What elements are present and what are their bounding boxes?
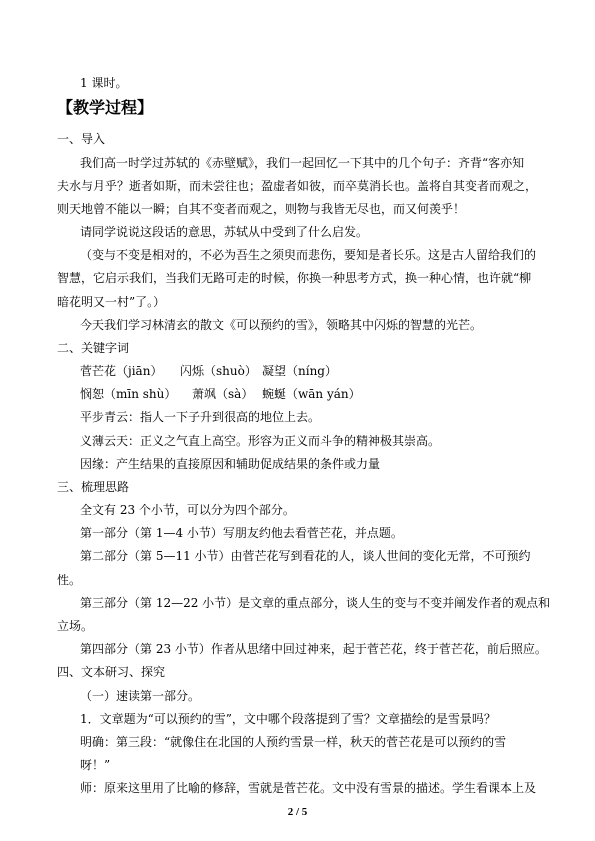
paragraph-line: 我们高一时学过苏轼的《赤壁赋》，我们一起回忆一下其中的几个句子：齐背“客亦知 <box>80 155 525 170</box>
intro-paragraph-question: 请同学说说这段话的意思，苏轼从中受到了什么启发。 <box>80 225 369 240</box>
structure-summary: 全文有 23 个小节，可以分为四个部分。 <box>80 503 295 518</box>
page-number: 2 / 5 <box>287 806 308 818</box>
paragraph-line: 立场。 <box>57 619 94 633</box>
paragraph-line: 呀！” <box>80 758 111 773</box>
vocab-word: 悯恕（mīn shù） <box>80 387 177 402</box>
structure-part-2 <box>0 545 595 591</box>
paragraph-line: 则天地曾不能以一瞬；自其不变者而观之，则物与我皆无尽也，而又何羡乎！ <box>57 201 466 216</box>
structure-part-1: 第一部分（第 1—4 小节）写朋友约他去看菅芒花，并点题。 <box>80 526 403 541</box>
teacher-note: 师：原来这里用了比喻的修辞，雪就是菅芒花。文中没有雪景的描述。学生看课本上及 <box>80 781 537 796</box>
vocab-word: 凝望（níng） <box>262 364 337 379</box>
vocab-row <box>0 360 595 383</box>
vocab-word: 蜿蜒（wān yán） <box>262 387 361 402</box>
section-title-intro: 一、导入 <box>57 132 106 147</box>
study-answer <box>0 731 595 777</box>
vocab-word: 菅芒花（jiān） <box>80 364 163 379</box>
paragraph-line: 暗花明又一村”了。） <box>57 294 166 309</box>
paragraph-line: （变与不变是相对的，不必为吾生之须臾而悲伤，要知是者长乐。这是古人留给我们的 <box>80 248 537 263</box>
structure-part-4: 第四部分（第 23 小节）作者从思绪中回过神来，起于菅芒花，终于菅芒花，前后照应。 <box>80 642 547 657</box>
paragraph-line: 夫水与月乎？逝者如斯，而未尝往也；盈虚者如彼，而卒莫消长也。盖将自其变者而观之， <box>57 178 538 193</box>
lesson-duration-text: 1 课时。 <box>80 76 128 90</box>
vocab-word: 萧飒（sà） <box>192 387 254 402</box>
vocab-word: 闪烁（shuò） <box>180 364 257 379</box>
vocab-definition: 义薄云天：正义之气直上高空。形容为正义而斗争的精神极其崇高。 <box>80 433 441 448</box>
structure-part-3 <box>0 592 595 638</box>
study-question-1: 1．文章题为“可以预约的雪”，文中哪个段落提到了雪？文章描绘的是雪景吗？ <box>80 711 496 726</box>
section-title-vocab: 二、关键字词 <box>57 340 130 355</box>
paragraph-line: 第二部分（第 5—11 小节）由菅芒花写到看花的人，谈人世间的变化无常，不可预约 <box>80 549 531 564</box>
vocab-definition: 平步青云：指人一下子升到很高的地位上去。 <box>80 410 321 425</box>
teaching-process-heading: 【教学过程】 <box>57 98 154 117</box>
paragraph-line: 智慧，它启示我们，当我们无路可走的时候，你换一种思考方式，换一种心情，也许就“柳 <box>57 271 532 286</box>
document-body <box>0 128 595 800</box>
section-title-structure: 三、梳理思路 <box>57 479 130 494</box>
paragraph-line: 第三部分（第 12—22 小节）是文章的重点部分，谈人生的变与不变并阐发作者的观点和 <box>80 595 551 610</box>
paragraph-line: 性。 <box>57 572 82 587</box>
intro-paragraph-recitation <box>0 152 595 222</box>
study-subtitle: （一）速读第一部分。 <box>80 688 201 703</box>
section-title-study: 四、文本研习、探究 <box>57 665 166 680</box>
vocab-definition: 因缘：产生结果的直接原因和辅助促成结果的条件或力量 <box>80 456 381 471</box>
paragraph-line: 明确：第三段：“就像住在北国的人预约雪景一样，秋天的菅芒花是可以预约的雪 <box>80 734 507 749</box>
intro-paragraph-explanation <box>0 244 595 314</box>
intro-paragraph-lesson: 今天我们学习林清玄的散文《可以预约的雪》，领略其中闪烁的智慧的光芒。 <box>80 317 483 332</box>
vocab-row <box>0 383 595 406</box>
